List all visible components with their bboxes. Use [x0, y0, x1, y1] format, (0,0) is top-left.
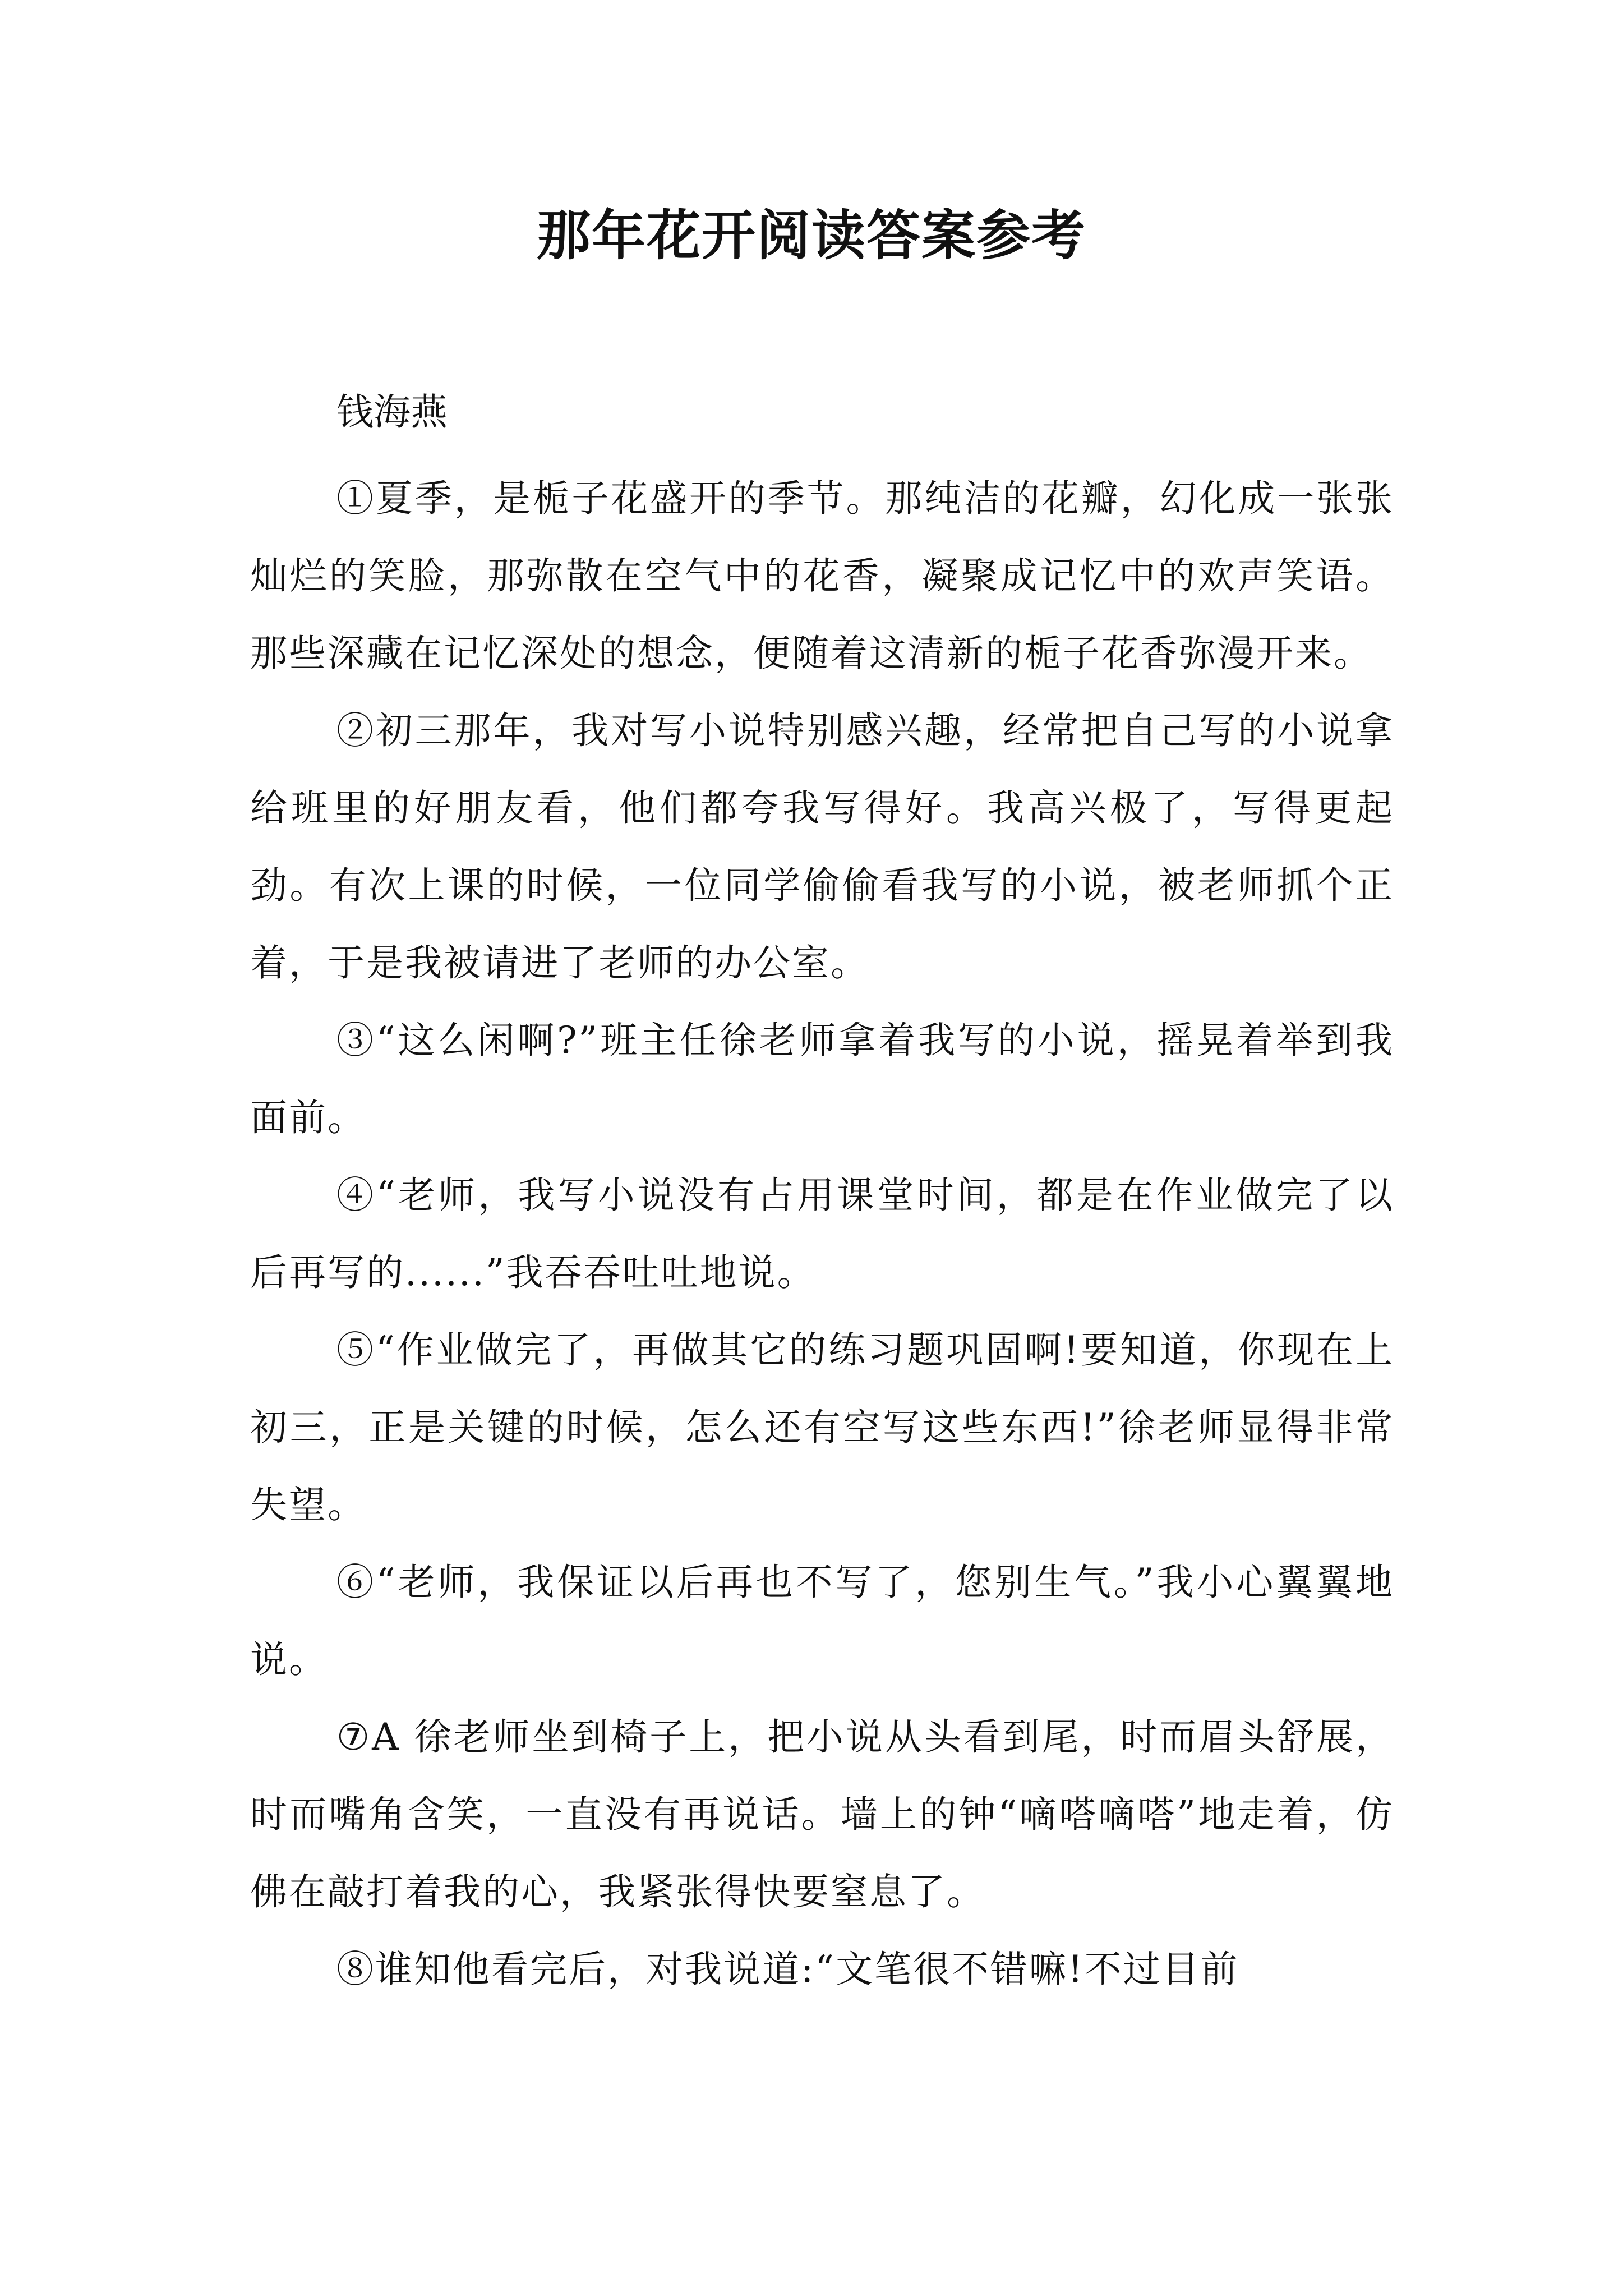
- paragraph-1: ①夏季，是栀子花盛开的季节。那纯洁的花瓣，幻化成一张张灿烂的笑脸，那弥散在空气中的花香，凝聚成记忆中的欢声笑语。那些深藏在记忆深处的想念，便随着这清新的栀子花香弥漫开来。: [250, 477, 1394, 675]
- paragraph-2: ②初三那年，我对写小说特别感兴趣，经常把自己写的小说拿给班里的好朋友看，他们都夸我写得好。我高兴极了，写得更起劲。有次上课的时候，一位同学偷偷看我写的小说，被老师抓个正着，于是我被请进了老师的办公室。: [250, 709, 1394, 984]
- paragraph-4: ④“老师，我写小说没有占用课堂时间，都是在作业做完了以后再写的......”我吞吞吐吐地说。: [250, 1174, 1394, 1294]
- article-body: [250, 460, 1394, 2008]
- document-title: 那年花开阅读答案参考: [537, 204, 1086, 267]
- paragraph-6: ⑥“老师，我保证以后再也不写了，您别生气。”我小心翼翼地说。: [250, 1561, 1394, 1681]
- author-name: 钱海燕: [336, 390, 448, 434]
- paragraph-8: ⑧谁知他看完后，对我说道:“文笔很不错嘛!不过目前: [336, 1948, 1239, 1991]
- paragraph-3: ③“这么闲啊?”班主任徐老师拿着我写的小说，摇晃着举到我面前。: [250, 1019, 1394, 1139]
- paragraph-5: ⑤“作业做完了，再做其它的练习题巩固啊!要知道，你现在上初三，正是关键的时候，怎么还有空写这些东西!”徐老师显得非常失望。: [250, 1328, 1394, 1526]
- paragraph-7: ⑦A 徐老师坐到椅子上，把小说从头看到尾，时而眉头舒展，时而嘴角含笑，一直没有再说话。墙上的钟“嘀嗒嘀嗒”地走着，仿佛在敲打着我的心，我紧张得快要窒息了。: [250, 1715, 1394, 1913]
